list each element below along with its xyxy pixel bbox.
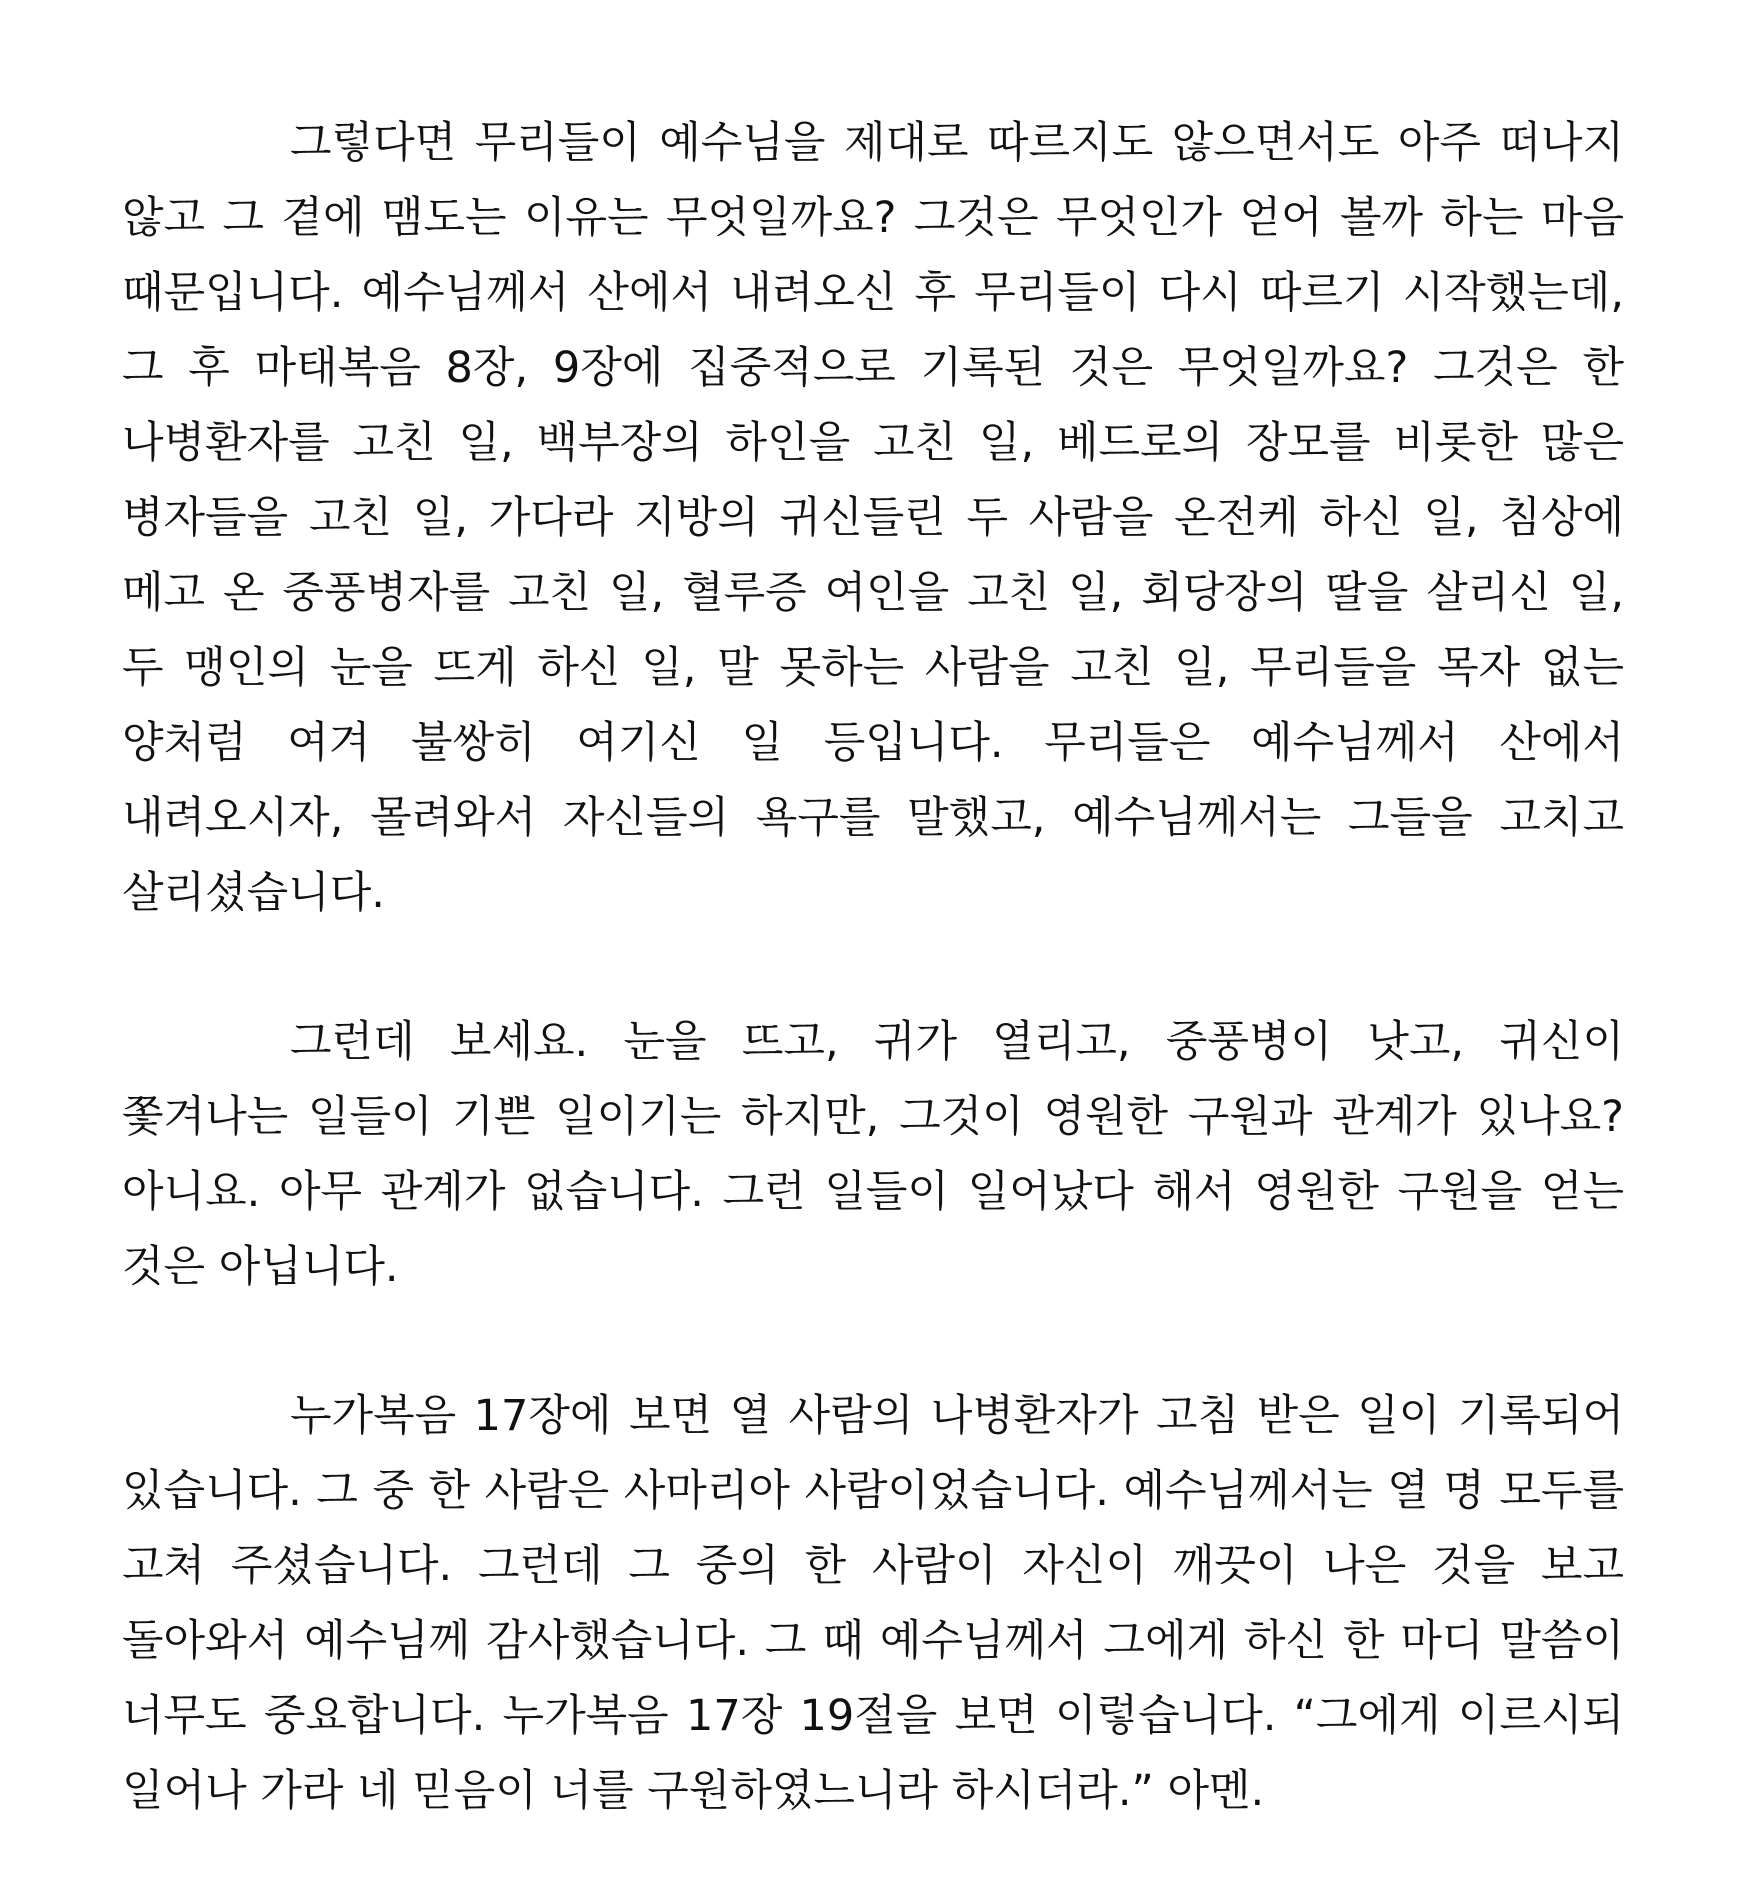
paragraph-ten-lepers: 누가복음 17장에 보면 열 사람의 나병환자가 고침 받은 일이 기록되어 있습니다. 그 중 한 사람은 사마리아 사람이었습니다. 예수님께서는 열 명 모두를 고쳐 주셨습니다. 그런데 그 중의 한 사람이 자신이 깨끗이 나은 것을 보고 돌아와서 예수님께 감사했습니다. 그 때 예수님께서 그에게 하신 한 마디 말씀이 너무도 중요합니다. 누가복음 17장 19절을 보면 이렇습니다. “그에게 이르시되 일어나 가라 네 믿음이 너를 구원하였느니라 하시더라.” 아멘. (122, 1391, 1624, 1816)
document-body (122, 106, 1624, 1829)
paragraph-not-salvation: 그런데 보세요. 눈을 뜨고, 귀가 열리고, 중풍병이 낫고, 귀신이 쫓겨나는 일들이 기쁜 일이기는 하지만, 그것이 영원한 구원과 관계가 있나요? 아니요. 아무 관계가 없습니다. 그런 일들이 일어났다 해서 영원한 구원을 얻는 것은 아닙니다. (122, 1017, 1624, 1292)
paragraph-crowd-motives: 그렇다면 무리들이 예수님을 제대로 따르지도 않으면서도 아주 떠나지 않고 그 곁에 맴도는 이유는 무엇일까요? 그것은 무엇인가 얻어 볼까 하는 마음 때문입니다. 예수님께서 산에서 내려오신 후 무리들이 다시 따르기 시작했는데, 그 후 마태복음 8장, 9장에 집중적으로 기록된 것은 무엇일까요? 그것은 한 나병환자를 고친 일, 백부장의 하인을 고친 일, 베드로의 장모를 비롯한 많은 병자들을 고친 일, 가다라 지방의 귀신들린 두 사람을 온전케 하신 일, 침상에 메고 온 중풍병자를 고친 일, 혈루증 여인을 고친 일, 회당장의 딸을 살리신 일, 두 맹인의 눈을 뜨게 하신 일, 말 못하는 사람을 고친 일, 무리들을 목자 없는 양처럼 여겨 불쌍히 여기신 일 등입니다. 무리들은 예수님께서 산에서 내려오시자, 몰려와서 자신들의 욕구를 말했고, 예수님께서는 그들을 고치고 살리셨습니다. (122, 118, 1624, 918)
